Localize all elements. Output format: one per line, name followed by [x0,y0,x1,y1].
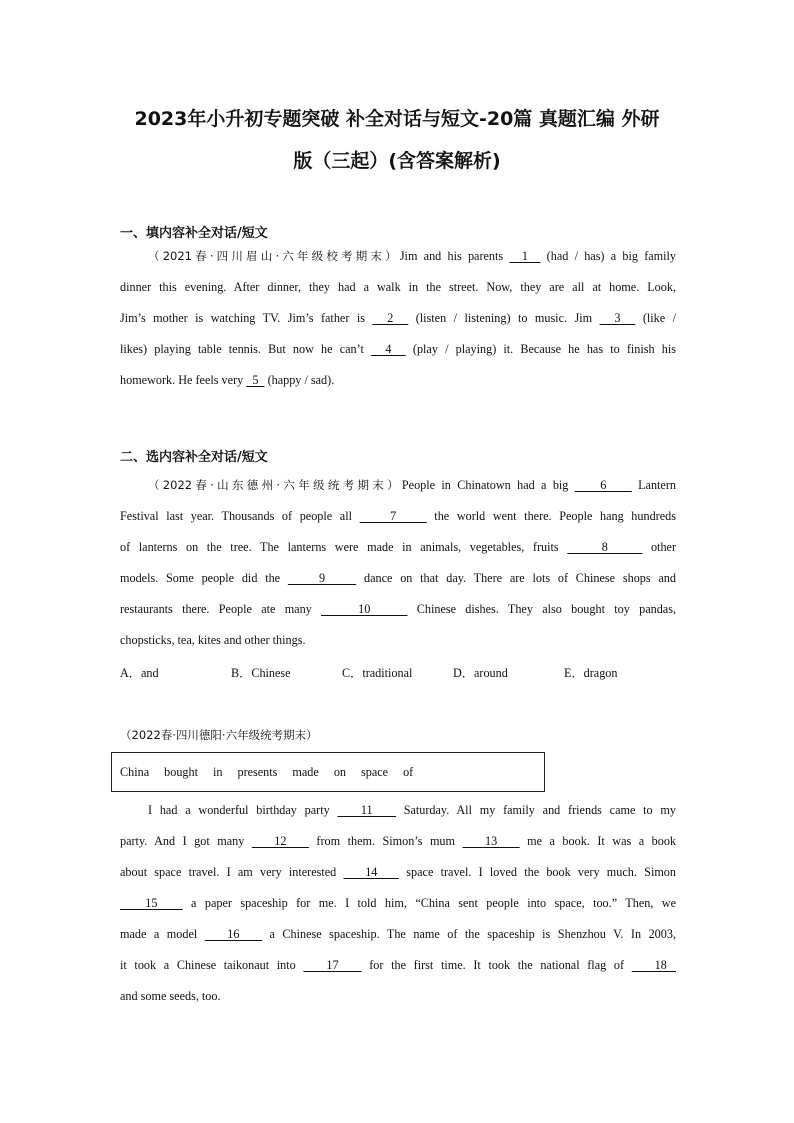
answer-options [120,664,675,681]
passage-line [120,795,676,826]
passage-text: Festival last year. Thousands of people all [120,509,360,523]
option-b: B．Chinese [231,666,291,680]
passage-text: People in Chinatown had a big [401,478,575,492]
option-e: E．dragon [564,666,618,680]
answer-blank-12[interactable]: 12 [251,834,309,848]
passage-text: I had a wonderful birthday party [148,803,338,817]
passage-text: dance on that day. There are lots of Chinese shops and [356,571,676,585]
passage-text: for the first time. It took the national flag of [361,958,632,972]
answer-blank-13[interactable]: 13 [462,834,520,848]
passage-line [120,365,676,396]
passage-text: (listen / listening) to music. Jim [408,311,600,325]
question-source: （2021春·四川眉山·六年级校考期末） [148,249,400,263]
passage-line [120,888,676,919]
passage-text: Lantern [631,478,676,492]
passage-line [120,532,676,563]
passage-text: the world went there. People hang hundreds [426,509,676,523]
question-source: （2022春·山东德州·六年级统考期末） [148,478,402,492]
word-bank-item: bought [164,764,198,779]
answer-blank-5[interactable]: 5 [246,373,265,387]
title-line-2: 版（三起）(含答案解析) [293,150,501,172]
passage-line [120,501,676,532]
word-bank-item: on [333,764,346,779]
word-bank-item: of [403,764,414,779]
passage-text: and some seeds, too. [120,989,221,1003]
passage-line [120,241,676,272]
word-bank-item: China [120,764,150,779]
answer-blank-16[interactable]: 16 [204,927,262,941]
document-title [96,98,698,182]
passage-text: from them. Simon’s mum [308,834,463,848]
answer-blank-18[interactable]: 18 [631,958,676,972]
passage-text: a Chinese spaceship. The name of the spaceship is Shenzhou V. In 2003, [262,927,677,941]
passage-line [120,826,676,857]
passage-text: Jim and his parents [399,249,510,263]
passage-text: models. Some people did the [120,571,288,585]
passage-line [120,594,676,625]
answer-blank-4[interactable]: 4 [371,342,406,356]
word-bank-item: in [212,764,223,779]
passage-line [120,919,676,950]
passage-text: (play / playing) it. Because he has to finish his [405,342,677,356]
passage-line [120,857,676,888]
passage-line [120,303,676,334]
passage-text: about space travel. I am very interested [120,865,344,879]
passage-text: made a model [120,927,205,941]
passage-text: homework. He feels very [120,373,247,387]
section-3-passage [120,795,676,1012]
answer-blank-17[interactable]: 17 [303,958,362,972]
passage-text: me a book. It was a book [519,834,677,848]
passage-text: party. And I got many [120,834,252,848]
section-1-heading: 一、填内容补全对话/短文 [120,226,268,241]
passage-text: a paper spaceship for me. I told him, “China sent people into space, too.” Then, we [182,896,676,910]
passage-line [120,563,676,594]
passage-text: Jim’s mother is watching TV. Jim’s father is [120,311,373,325]
passage-text: of lanterns on the tree. The lanterns were made in animals, vegetables, fruits [120,540,568,554]
answer-blank-14[interactable]: 14 [343,865,400,879]
passage-text: other [642,540,677,554]
passage-text: (like / [635,311,677,325]
word-bank-item: made [292,764,319,779]
answer-blank-15[interactable]: 15 [120,896,183,910]
answer-blank-6[interactable]: 6 [574,478,632,492]
passage-line [120,981,676,1012]
section-3-source: （2022春·四川德阳·六年级统考期末） [120,728,318,742]
section-2-heading: 二、选内容补全对话/短文 [120,450,268,465]
passage-line [120,625,676,656]
option-a: A．and [120,666,159,680]
option-d: D．around [453,666,508,680]
answer-blank-1[interactable]: 1 [509,249,541,263]
answer-blank-7[interactable]: 7 [359,509,427,523]
passage-text: (had / has) a big family [540,249,677,263]
word-bank-item: space [361,764,389,779]
passage-text: space travel. I loved the book very much. Simon [399,865,676,879]
section-1-passage [120,241,676,396]
passage-line [120,470,676,501]
answer-blank-9[interactable]: 9 [287,571,357,585]
answer-blank-11[interactable]: 11 [337,803,396,817]
answer-blank-10[interactable]: 10 [321,602,408,616]
answer-blank-2[interactable]: 2 [372,311,409,325]
passage-line [120,950,676,981]
answer-blank-3[interactable]: 3 [599,311,636,325]
word-bank-item: presents [237,764,278,779]
passage-line [120,334,676,365]
passage-text: Chinese dishes. They also bought toy pandas, [407,602,676,616]
answer-blank-8[interactable]: 8 [567,540,643,554]
passage-text: (happy / sad). [264,373,335,387]
passage-text: chopsticks, tea, kites and other things. [120,633,306,647]
word-bank-box [111,752,545,792]
passage-line [120,272,676,303]
passage-text: Saturday. All my family and friends came to my [395,803,676,817]
passage-text: it took a Chinese taikonaut into [120,958,304,972]
passage-text: restaurants there. People ate many [120,602,322,616]
section-2-passage [120,470,676,656]
title-line-1: 2023年小升初专题突破 补全对话与短文-20篇 真题汇编 外研 [134,108,660,130]
option-c: C．traditional [342,666,413,680]
passage-text: dinner this evening. After dinner, they had a walk in the street. Now, they are all at home. Look, [120,280,676,294]
passage-text: likes) playing table tennis. But now he can’t [120,342,371,356]
